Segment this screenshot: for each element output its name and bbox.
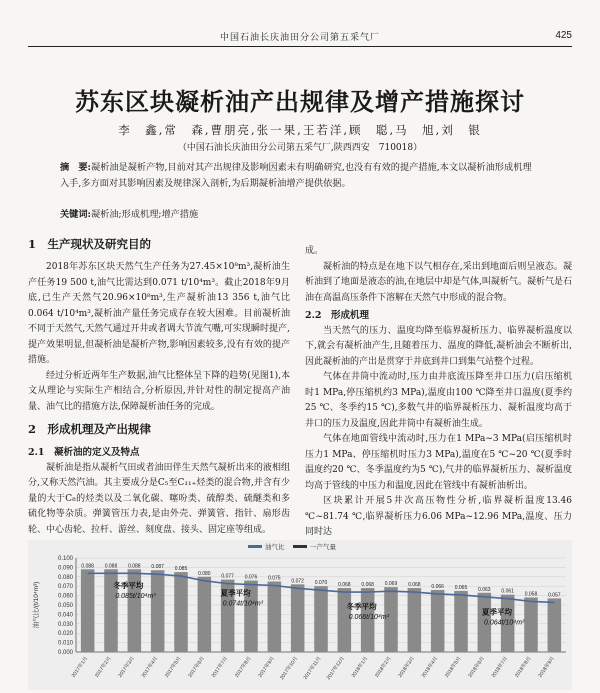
x-tick-label: 2017年3月: [117, 655, 136, 679]
keywords: [60, 206, 540, 220]
x-tick-label: 2017年1月: [70, 655, 90, 679]
x-tick-label: 2017年6月: [187, 655, 206, 679]
y-tick-label: 0.060: [57, 593, 73, 600]
legend-swatch-oil-gas-ratio: [248, 545, 262, 548]
bar-data-label: 0.080: [198, 570, 211, 577]
bar-data-label: 0.068: [338, 582, 351, 589]
x-tick-label: 2017年9月: [257, 655, 276, 679]
x-tick-label: 2017年5月: [164, 655, 183, 679]
bar: [548, 598, 562, 652]
annotation-average-value: 0.066t/10⁴m³: [348, 613, 390, 621]
section-2-2-paragraph-1: 当天然气的压力、温度均降至临界凝析压力、临界凝析温度以下,就会有凝析油产生,且随着压力、温度的降低,凝析油会不断析出,因此凝析油的产出是贯穿于井底到井口到集气站整个过程。: [305, 325, 572, 367]
legend-swatch-production: [293, 545, 307, 548]
bar-data-label: 0.075: [268, 575, 281, 582]
legend-label-oil-gas-ratio: 油气比: [265, 544, 285, 551]
x-tick-label: 2017年4月: [140, 655, 160, 679]
bar-data-label: 0.065: [454, 584, 468, 591]
bar: [524, 597, 538, 652]
y-axis-label: 油气比/(t/10⁴m³): [33, 581, 40, 629]
figure-1-chart: [28, 540, 572, 690]
bar-data-label: 0.076: [244, 574, 258, 581]
annotation-season: 夏季平均: [220, 588, 251, 598]
bar-data-label: 0.058: [524, 591, 538, 598]
y-tick-label: 0.070: [57, 584, 73, 591]
section-1-heading: 1 生产现状及研究目的: [28, 237, 152, 251]
section-1-paragraph-1: 2018年苏东区块天然气生产任务为27.45×10⁸m³,凝析油生产任务19 500 t,油气比需达到0.071 t/10⁴m³。截止2018年9月底,已生产天然气20.96×10⁸m³,生产凝析油13 356 t,油气比0.064 t/10⁴m³,凝析油产量任务完成存在较大困难。目前凝析油不同于天然气,天然气通过开井或者调大节流气嘴,可实现瞬时提产,提产效果明显,但凝析油是凝析产物,影响因素较多,没有有效的提产措施。: [28, 262, 290, 365]
bar: [198, 577, 212, 652]
bar: [314, 586, 328, 652]
abstract-text: 凝析油是凝析产物,目前对其产出规律及影响因素未有明确研究,也没有有效的提产措施,本文以凝析油形成机理入手,多方面对其影响因素及规律深入剖析,为后期凝析油增产提供依据。: [60, 162, 532, 189]
keywords-label: 关键词:: [60, 209, 91, 220]
bar: [291, 584, 305, 652]
paragraph-continuation: 成。: [305, 246, 324, 256]
y-tick-label: 0.090: [57, 565, 73, 572]
bar-data-label: 0.068: [361, 582, 374, 589]
annotation-average-value: 0.064t/10⁴m³: [484, 619, 525, 627]
annotation-season: 冬季平均: [346, 601, 377, 611]
x-tick-label: 2018年2月: [374, 655, 393, 679]
bar-data-label: 0.085: [174, 566, 188, 573]
left-column: [28, 236, 290, 538]
x-tick-label: 2018年7月: [490, 655, 510, 679]
bar: [408, 588, 422, 652]
page-number: 425: [555, 30, 572, 41]
y-tick-label: 0.000: [57, 650, 73, 656]
section-2-heading: 2 形成机理及产出规律: [28, 422, 152, 436]
right-column: [305, 244, 572, 541]
keywords-text: 凝析油;形成机理;增产措施: [90, 209, 199, 220]
bar-data-label: 0.072: [291, 578, 304, 585]
x-tick-label: 2018年5月: [444, 655, 463, 679]
section-2-2-paragraph-2: 气体在井筒中流动时,压力由井底流压降至井口压力(启压缩机时1 MPa,停压缩机约3 MPa),温度由100 ℃降至井口温度(夏季约25 ℃、冬季约15 ℃),多数气井的临界凝析压力、凝析温度均高于井口的压力及温度,因此井筒中有凝析油生成。: [305, 372, 572, 429]
y-tick-label: 0.040: [57, 612, 73, 619]
x-tick-label: 2017年7月: [210, 655, 230, 679]
y-tick-label: 0.010: [57, 640, 73, 647]
section-2-2-paragraph-3: 气体在地面管线中流动时,压力在1 MPa~3 MPa(启压缩机时压力1 MPa、停压缩机时压力3 MPa),温度在5 ℃~20 ℃(夏季时温度约20 ℃、冬季温度约为5 ℃),气井的临界凝析压力、凝析温度均高于管线的中压力和温度,因此在管线中有凝析油析出。: [305, 434, 572, 491]
abstract: [60, 160, 540, 192]
bar-data-label: 0.087: [151, 564, 164, 571]
x-tick-label: 2017年2月: [94, 655, 113, 679]
paper-title: 苏东区块凝析油产出规律及增产措施探讨: [75, 87, 525, 116]
bar-data-label: 0.088: [104, 563, 118, 570]
bar: [174, 572, 188, 652]
annotation-season: 冬季平均: [113, 581, 144, 591]
bar-data-label: 0.088: [81, 563, 94, 570]
bar: [268, 582, 282, 653]
x-tick-label: 2018年1月: [350, 655, 370, 679]
subsection-2-2-heading: 2.2 形成机理: [305, 310, 370, 321]
x-tick-label: 2017年10月: [279, 655, 300, 682]
author-list: 李 鑫,常 森,曹朋亮,张一果,王若洋,顾 聪,马 旭,刘 银: [118, 123, 482, 137]
bar: [431, 590, 445, 652]
x-tick-label: 2017年8月: [234, 655, 253, 679]
section-2-1-paragraph-2: 凝析油的特点是在地下以气相存在,采出到地面后则呈液态。凝析油到了地面是液态的油,在地层中却是气体,叫凝析气。凝析气是石油在高温高压条件下溶解在天然气中形成的混合物。: [305, 261, 572, 303]
annotation-season: 夏季平均: [482, 607, 512, 617]
bar-data-label: 0.063: [478, 586, 491, 593]
y-tick-label: 0.050: [57, 603, 73, 609]
y-tick-label: 0.030: [57, 621, 73, 628]
legend-label-production: 一产气量: [310, 544, 336, 551]
x-tick-label: 2017年11月: [302, 655, 323, 681]
x-tick-label: 2018年3月: [397, 655, 416, 679]
annotation-average-value: 0.085t/10⁴m³: [115, 593, 156, 601]
x-tick-label: 2017年12月: [325, 655, 346, 682]
bar-data-label: 0.068: [408, 582, 421, 589]
abstract-label: 摘 要:: [60, 162, 91, 173]
section-2-1-paragraph-1: 凝析油是指从凝析气田或者油田伴生天然气凝析出来的液相组分,又称天然汽油。其主要成分是C₅至C₁₁₊烃类的混合物,并含有少量的大于C₈的烃类以及二氧化碳、噻吩类、硫醇类、硫醚类和多硫化物等杂质。弹簧管压力表,是由外壳、弹簧管、指针、扇形齿轮、中心齿轮、拉杆、游丝、刻度盘、接头、固定座等组成。: [28, 462, 290, 535]
y-tick-label: 0.020: [57, 631, 73, 638]
bar-data-label: 0.088: [128, 563, 141, 570]
y-tick-label: 0.100: [57, 556, 73, 562]
bar-data-label: 0.057: [548, 592, 561, 599]
x-tick-label: 2018年8月: [514, 655, 533, 679]
journal-name: 中国石油长庆油田分公司第五采气厂: [219, 33, 380, 43]
bar: [81, 569, 95, 652]
bar-data-label: 0.066: [431, 583, 444, 590]
annotation-average-value: 0.074t/10⁴m³: [222, 600, 264, 608]
bar: [151, 570, 165, 652]
x-tick-label: 2018年4月: [420, 655, 440, 679]
affiliation: （中国石油长庆油田分公司第五采气厂,陕西西安 710018）: [177, 143, 423, 153]
y-tick-label: 0.080: [57, 574, 73, 581]
bar-data-label: 0.061: [501, 588, 514, 595]
x-tick-label: 2018年9月: [537, 655, 556, 679]
section-1-paragraph-2: 经过分析近两年生产数据,油气比整体呈下降的趋势(见图1),本文从理论与实际生产相结合,分析原因,并针对性的制定提高产油量、油气比的措施方法,保障凝析油任务的完成。: [28, 370, 290, 412]
bar-data-label: 0.077: [221, 573, 234, 580]
section-2-2-paragraph-4: 区块累计开展5井次高压物性分析,临界凝析温度13.46 ℃~81.74 ℃,临界凝析压力6.06 MPa~12.96 MPa,温度、压力同时达: [305, 496, 572, 537]
bar: [454, 591, 468, 652]
x-tick-label: 2018年6月: [467, 655, 486, 679]
bar-data-label: 0.070: [314, 580, 328, 587]
subsection-2-1-heading: 2.1 凝析油的定义及特点: [28, 447, 140, 458]
running-header: [28, 30, 572, 47]
bar-data-label: 0.069: [384, 581, 398, 588]
